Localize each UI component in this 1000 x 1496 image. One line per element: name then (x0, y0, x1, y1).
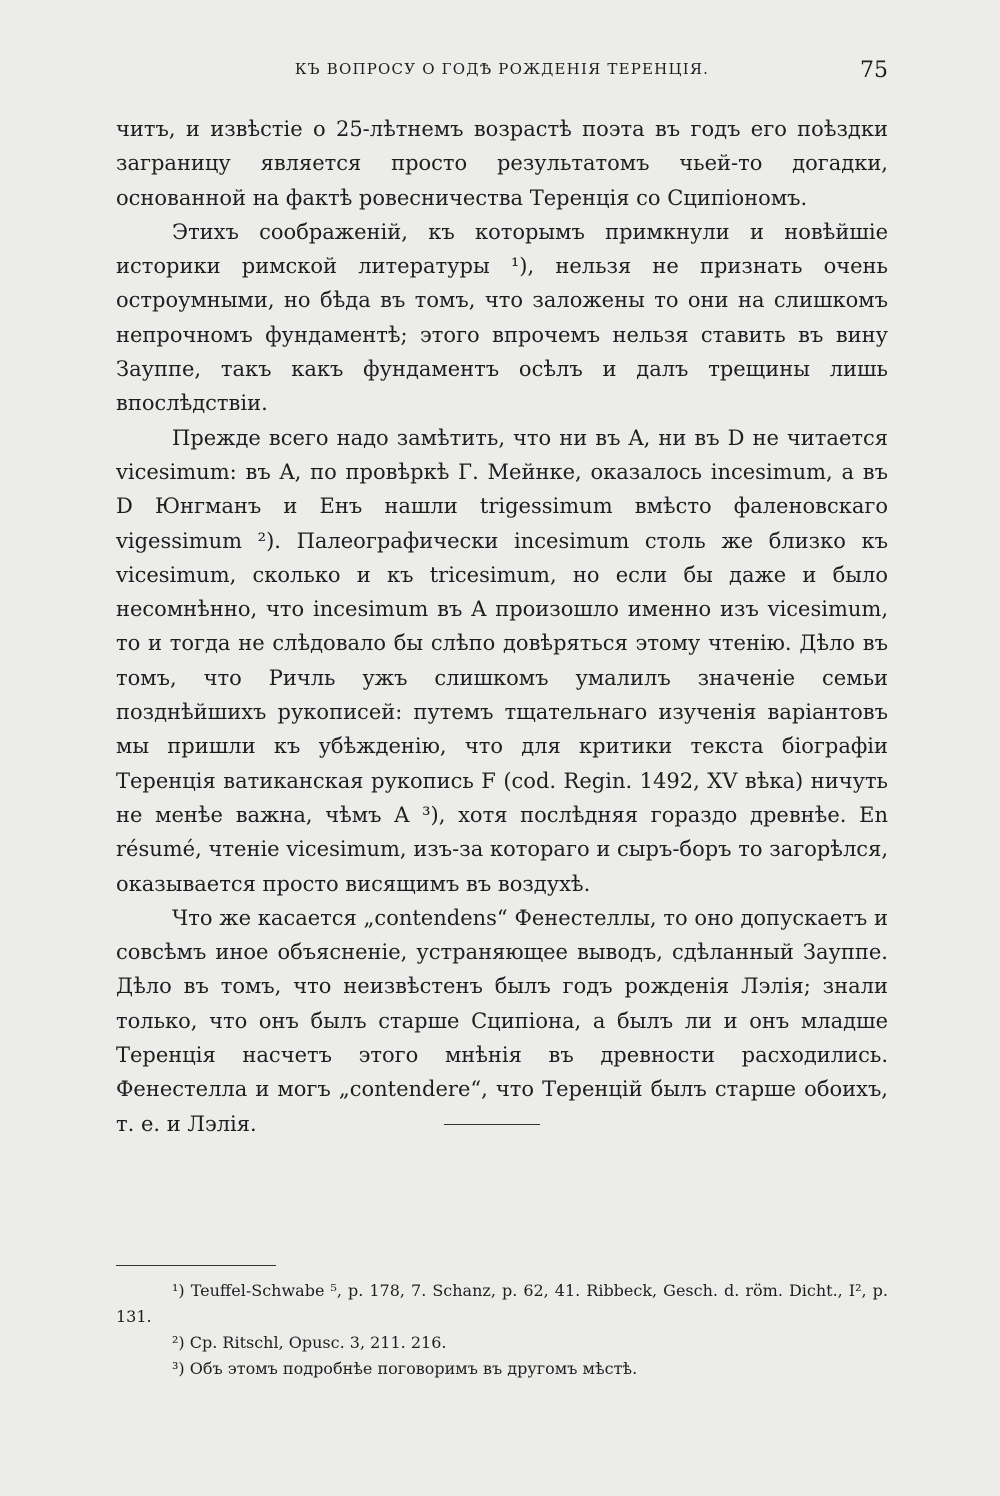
body-text (116, 112, 888, 1141)
paragraph: Этихъ соображеній, къ которымъ примкнули и новѣйшіе историки римской литературы ¹), нельзя не признать очень остроумными, но бѣда въ томъ, что заложены то они на слишкомъ непрочномъ фундаментѣ; этого впрочемъ нельзя ставить въ вину Зауппе, такъ какъ фундаментъ осѣлъ и далъ трещины лишь впослѣдствіи. (116, 219, 888, 416)
section-end-rule (444, 1124, 540, 1125)
running-title: КЪ ВОПРОСУ О ГОДѢ РОЖДЕНІЯ ТЕРЕНЦІЯ. (294, 60, 710, 78)
footnote: ¹) Teuffel-Schwabe ⁵, p. 178, 7. Schanz, p. 62, 41. Ribbeck, Gesch. d. röm. Dicht., I², p. 131. (116, 1281, 888, 1326)
footnotes (116, 1278, 888, 1382)
paragraph: Прежде всего надо замѣтить, что ни въ A, ни въ D не читается vicesimum: въ A, по провѣркѣ Г. Мейнке, оказалось incesimum, а въ D Юнгманъ и Енъ нашли trigessimum вмѣсто фаленовскаго vigessimum ²). Палеографически incesimum столь же близко къ vicesimum, сколько и къ tricesimum, но если бы даже и было несомнѣнно, что incesimum въ A произошло именно изъ vicesimum, то и тогда не слѣдовало бы слѣпо довѣряться этому чтенію. Дѣло въ томъ, что Ричль ужъ слишкомъ умалилъ значеніе семьи позднѣйшихъ рукописей: путемъ тщательнаго изученія варіантовъ мы пришли къ убѣжденію, что для критики текста біографіи Теренція ватиканская рукопись F (cod. Regin. 1492, XV вѣка) ничуть не менѣе важна, чѣмъ A ³), хотя послѣдняя гораздо древнѣе. En résumé, чтеніе vicesimum, изъ-за котораго и сыръ-боръ то загорѣлся, оказывается просто висящимъ въ воздухѣ. (116, 425, 888, 896)
page-header (116, 58, 888, 88)
footnote: ²) Cp. Ritschl, Opusc. 3, 211. 216. (172, 1333, 447, 1352)
footnote: ³) Объ этомъ подробнѣе поговоримъ въ другомъ мѣстѣ. (172, 1359, 638, 1378)
page-number: 75 (860, 58, 888, 83)
paragraph: Что же касается „contendens“ Фенестеллы, то оно допускаетъ и совсѣмъ иное объясненіе, устраняющее выводъ, сдѣланный Зауппе. Дѣло въ томъ, что неизвѣстенъ былъ годъ рожденія Лэлія; знали только, что онъ былъ старше Сципіона, а былъ ли и онъ младше Теренція насчетъ этого мнѣнія въ древности расходились. Фенестелла и могъ „contendere“, что Теренцій былъ старше обоихъ, т. е. и Лэлія. (116, 905, 888, 1136)
footnote-separator (116, 1265, 276, 1266)
paragraph: читъ, и извѣстіе о 25-лѣтнемъ возрастѣ поэта въ годъ его поѣздки заграницу является просто результатомъ чьей-то догадки, основанной на фактѣ ровесничества Теренція со Сципіономъ. (116, 117, 888, 210)
